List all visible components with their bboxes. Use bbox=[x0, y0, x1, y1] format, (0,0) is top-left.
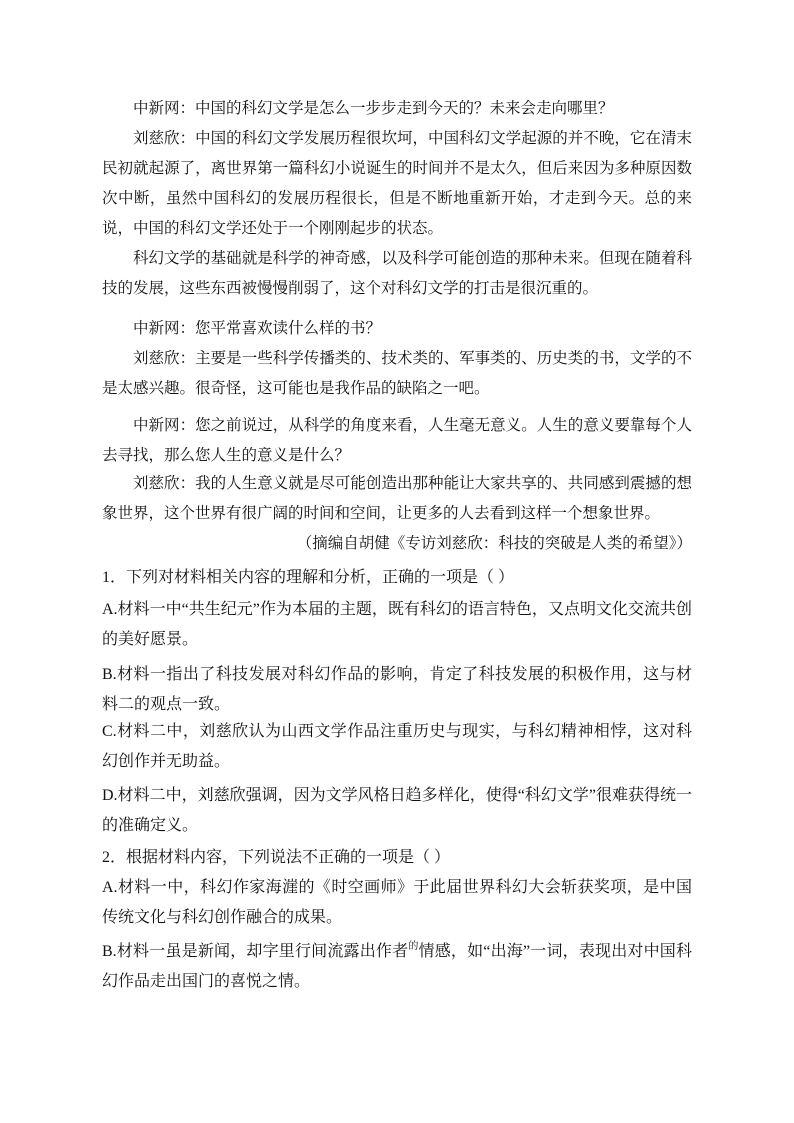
source-citation: （摘编自胡健《专访刘慈欣：科技的突破是人类的希望》） bbox=[296, 534, 692, 552]
interview-paragraph-4: 中新网：您平常喜欢读什么样的书？ bbox=[133, 319, 382, 337]
interview-paragraph-3: 科幻文学的基础就是科学的神奇感，以及科学可能创造的那种未来。但现在随着科技的发展，这些东西被慢慢削弱了，这个对科幻文学的打击是很沉重的。 bbox=[102, 249, 692, 297]
interview-paragraph-1: 中新网：中国的科幻文学是怎么一步步走到今天的？未来会走向哪里？ bbox=[133, 99, 614, 117]
question-1-option-d: D.材料二中，刘慈欣强调，因为文学风格日趋多样化，使得“科幻文学”很难获得统一的准确定义。 bbox=[102, 787, 692, 834]
interview-paragraph-7: 刘慈欣：我的人生意义就是尽可能创造出那种能让大家共享的、共同感到震撼的想象世界，这个世界有很广阔的时间和空间，让更多的人去看到这样一个想象世界。 bbox=[102, 474, 692, 522]
interview-paragraph-6: 中新网：您之前说过，从科学的角度来看，人生毫无意义。人生的意义要靠每个人去寻找，那么您人生的意义是什么？ bbox=[102, 416, 692, 464]
question-1-option-c: C.材料二中，刘慈欣认为山西文学作品注重历史与现实，与科幻精神相悖，这对科幻创作并无助益。 bbox=[102, 723, 692, 770]
question-2-option-b bbox=[102, 937, 692, 997]
option-b-text-start: B.材料一虽是新闻，却字里行间流露出作者 bbox=[102, 943, 409, 960]
option-b-text-end: 情感，如“出海”一词，表现出对中国科幻作品走出国门的喜悦之情。 bbox=[102, 943, 692, 990]
question-2-stem: 2．根据材料内容，下列说法不正确的一项是（ ） bbox=[102, 849, 451, 866]
interview-paragraph-5: 刘慈欣：主要是一些科学传播类的、技术类的、军事类的、历史类的书，文学的不是太感兴趣。很奇怪，这可能也是我作品的缺陷之一吧。 bbox=[102, 349, 692, 397]
question-1-option-b: B.材料一指出了科技发展对科幻作品的影响，肯定了科技发展的积极作用，这与材料二的观点一致。 bbox=[102, 666, 692, 713]
question-1-stem: 1．下列对材料相关内容的理解和分析，正确的一项是（ ） bbox=[102, 569, 515, 586]
question-2-option-a: A.材料一中，科幻作家海漄的《时空画师》于此届世界科幻大会斩获奖项，是中国传统文化与科幻创作融合的成果。 bbox=[102, 879, 692, 926]
question-1-option-a: A.材料一中“共生纪元”作为本届的主题，既有科幻的语言特色，又点明文化交流共创的美好愿景。 bbox=[102, 601, 692, 648]
interview-paragraph-2: 刘慈欣：中国的科幻文学发展历程很坎坷，中国科幻文学起源的并不晚，它在清末民初就起源了，离世界第一篇科幻小说诞生的时间并不是太久，但后来因为多种原因数次中断，虽然中国科幻的发展历程很长，但是不断地重新开始，才走到今天。总的来说，中国的科幻文学还处于一个刚刚起步的状态。 bbox=[102, 129, 692, 237]
superscript-mark: 的 bbox=[408, 941, 419, 952]
